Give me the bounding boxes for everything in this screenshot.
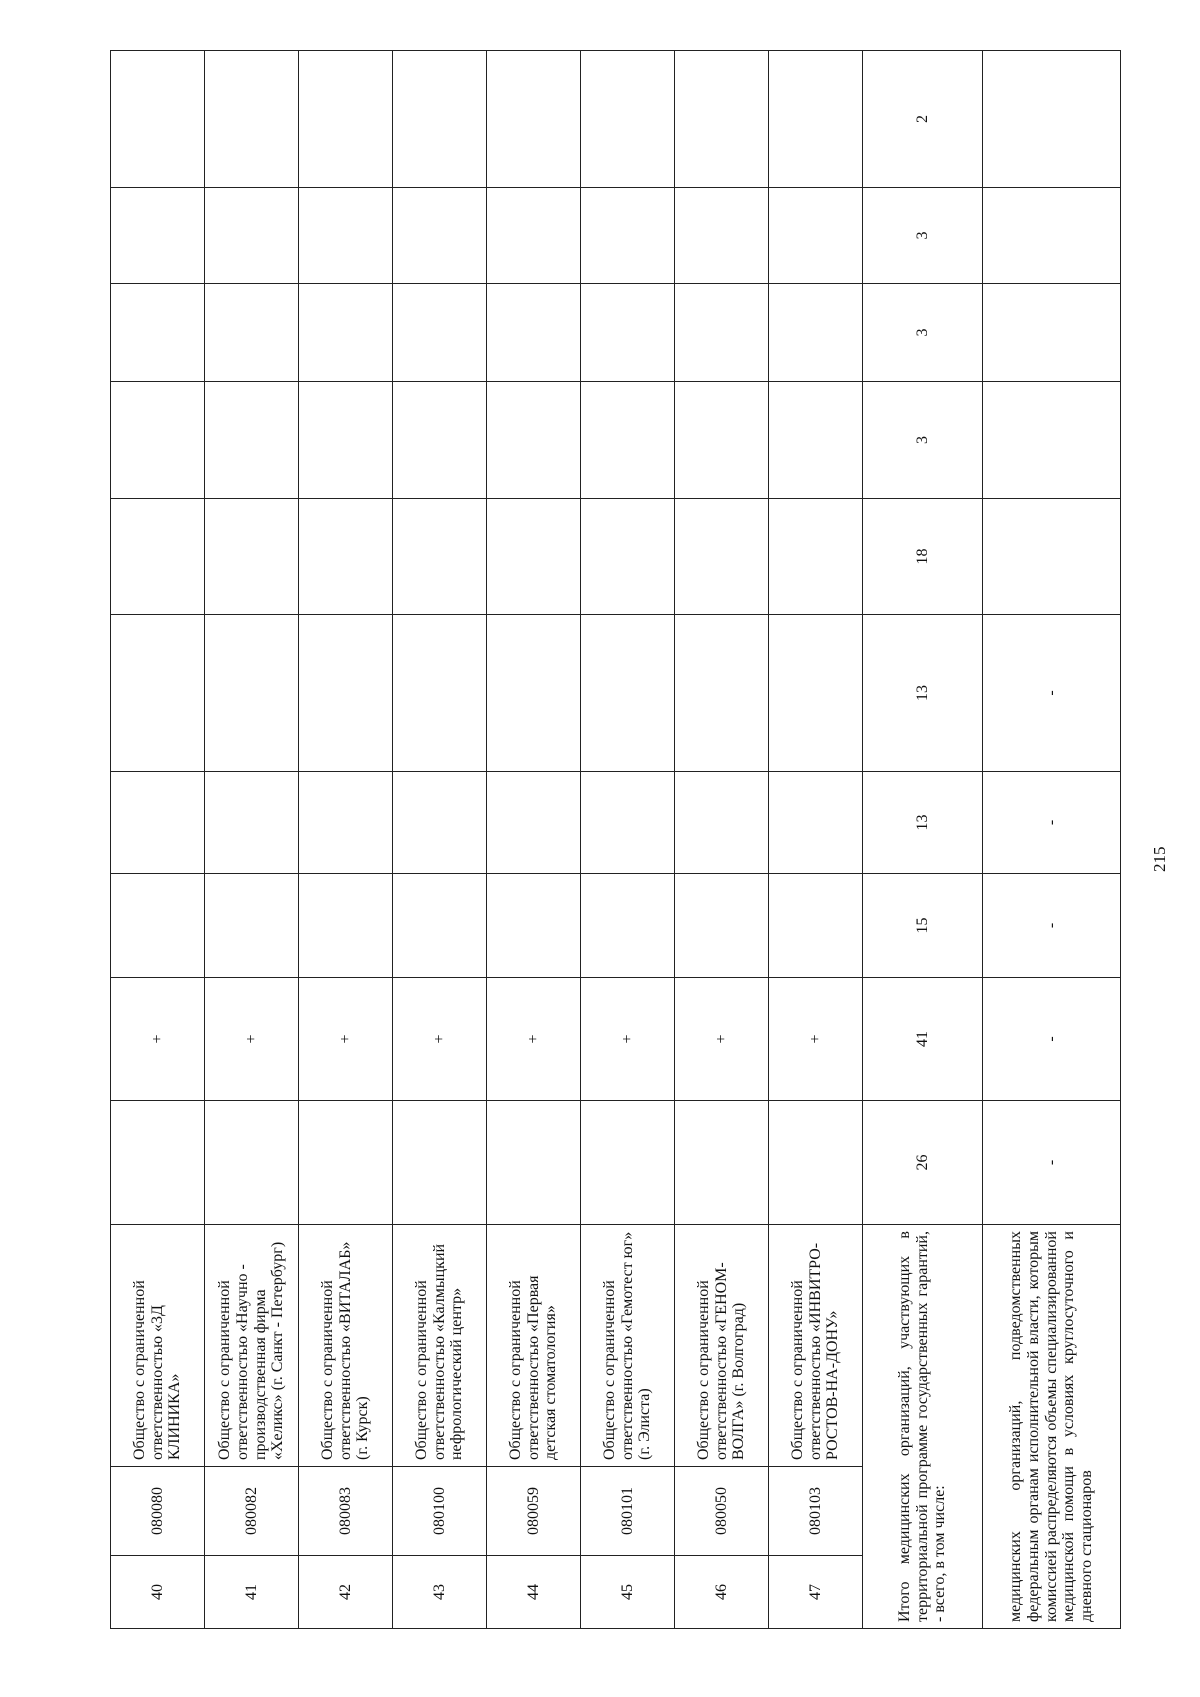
value-cell (487, 772, 581, 874)
value-cell (205, 284, 299, 382)
value-cell (487, 1101, 581, 1225)
row-number-cell: 47 (769, 1556, 863, 1629)
federal-value-cell: - (983, 1101, 1121, 1225)
value-cell (393, 51, 487, 188)
organization-name-cell: Общество с ограниченной ответственностью «Научно - производственная фирма «Хеликс» (г. Санкт - Петербург) (205, 1225, 299, 1467)
row-number-cell: 43 (393, 1556, 487, 1629)
value-cell (581, 382, 675, 499)
value-cell (393, 772, 487, 874)
value-cell (487, 615, 581, 772)
medical-organizations-table (110, 50, 1121, 1629)
federal-value-cell (983, 188, 1121, 284)
registry-code-cell: 080059 (487, 1467, 581, 1556)
value-cell (487, 874, 581, 978)
value-cell (299, 51, 393, 188)
value-cell (487, 284, 581, 382)
value-cell (675, 499, 769, 615)
value-cell (299, 1101, 393, 1225)
registry-code-cell: 080082 (205, 1467, 299, 1556)
value-cell (111, 615, 205, 772)
total-value-cell: 2 (863, 51, 983, 188)
value-cell (487, 51, 581, 188)
value-cell (769, 772, 863, 874)
value-cell (769, 382, 863, 499)
value-cell (299, 284, 393, 382)
value-cell: + (487, 978, 581, 1101)
value-cell (299, 499, 393, 615)
organization-name-cell: Общество с ограниченной ответственностью «ИНВИТРО-РОСТОВ-НА-ДОНУ» (769, 1225, 863, 1467)
federal-label-cell: медицинских организаций, подведомственных федеральным органам исполнительной власти, которым комиссией распределяются объемы специализированной медицинской помощи в условиях круглосуточного и дневного стационаров (983, 1225, 1121, 1629)
total-value-cell: 18 (863, 499, 983, 615)
row-number-cell: 44 (487, 1556, 581, 1629)
value-cell (299, 874, 393, 978)
value-cell (487, 188, 581, 284)
federal-value-cell: - (983, 874, 1121, 978)
organization-name-cell: Общество с ограниченной ответственностью «ГЕНОМ-ВОЛГА» (г. Волгоград) (675, 1225, 769, 1467)
registry-code-cell: 080101 (581, 1467, 675, 1556)
value-cell (393, 615, 487, 772)
value-cell (769, 284, 863, 382)
table-row (769, 51, 863, 1629)
federal-value-cell (983, 51, 1121, 188)
federal-value-cell (983, 284, 1121, 382)
value-cell (581, 499, 675, 615)
value-cell (205, 499, 299, 615)
value-cell (675, 615, 769, 772)
federal-row (983, 51, 1121, 1629)
federal-value-cell (983, 382, 1121, 499)
value-cell (205, 615, 299, 772)
value-cell: + (299, 978, 393, 1101)
organization-name-cell: Общество с ограниченной ответственностью «Первая детская стоматология» (487, 1225, 581, 1467)
value-cell: + (205, 978, 299, 1101)
table-row (581, 51, 675, 1629)
value-cell (487, 499, 581, 615)
value-cell (111, 874, 205, 978)
value-cell (769, 188, 863, 284)
value-cell (769, 51, 863, 188)
registry-code-cell: 080080 (111, 1467, 205, 1556)
value-cell (769, 615, 863, 772)
value-cell (299, 382, 393, 499)
value-cell: + (769, 978, 863, 1101)
value-cell (111, 188, 205, 284)
row-number-cell: 46 (675, 1556, 769, 1629)
registry-code-cell: 080100 (393, 1467, 487, 1556)
value-cell (675, 382, 769, 499)
value-cell: + (675, 978, 769, 1101)
table-row (299, 51, 393, 1629)
value-cell (393, 188, 487, 284)
value-cell: + (393, 978, 487, 1101)
value-cell (581, 1101, 675, 1225)
value-cell (769, 1101, 863, 1225)
row-number-cell: 41 (205, 1556, 299, 1629)
total-value-cell: 3 (863, 188, 983, 284)
value-cell (769, 499, 863, 615)
total-label-cell: Итого медицинских организаций, участвующих в территориальной программе государственных гарантий, - всего, в том числе: (863, 1225, 983, 1629)
value-cell: + (581, 978, 675, 1101)
value-cell (675, 51, 769, 188)
total-value-cell: 13 (863, 615, 983, 772)
row-number-cell: 40 (111, 1556, 205, 1629)
total-value-cell: 26 (863, 1101, 983, 1225)
federal-value-cell: - (983, 772, 1121, 874)
value-cell (299, 772, 393, 874)
value-cell: + (111, 978, 205, 1101)
value-cell (487, 382, 581, 499)
value-cell (393, 284, 487, 382)
value-cell (205, 51, 299, 188)
value-cell (111, 382, 205, 499)
value-cell (393, 382, 487, 499)
value-cell (111, 1101, 205, 1225)
value-cell (581, 615, 675, 772)
value-cell (675, 874, 769, 978)
value-cell (111, 499, 205, 615)
organization-name-cell: Общество с ограниченной ответственностью «ВИТАЛАБ» (г. Курск) (299, 1225, 393, 1467)
value-cell (393, 874, 487, 978)
page-number: 215 (1150, 846, 1169, 872)
total-value-cell: 41 (863, 978, 983, 1101)
row-number-cell: 42 (299, 1556, 393, 1629)
value-cell (581, 188, 675, 284)
value-cell (393, 499, 487, 615)
value-cell (111, 772, 205, 874)
value-cell (581, 284, 675, 382)
total-value-cell: 3 (863, 382, 983, 499)
value-cell (675, 772, 769, 874)
total-value-cell: 15 (863, 874, 983, 978)
value-cell (675, 188, 769, 284)
value-cell (205, 874, 299, 978)
registry-code-cell: 080103 (769, 1467, 863, 1556)
value-cell (205, 1101, 299, 1225)
value-cell (299, 615, 393, 772)
table-row (111, 51, 205, 1629)
organization-name-cell: Общество с ограниченной ответственностью «Гемотест юг» (г. Элиста) (581, 1225, 675, 1467)
total-row (863, 51, 983, 1629)
organization-name-cell: Общество с ограниченной ответственностью «Калмыцкий нефрологический центр» (393, 1225, 487, 1467)
value-cell (299, 188, 393, 284)
federal-value-cell (983, 499, 1121, 615)
table-row (675, 51, 769, 1629)
value-cell (675, 284, 769, 382)
row-number-cell: 45 (581, 1556, 675, 1629)
registry-code-cell: 080083 (299, 1467, 393, 1556)
value-cell (205, 772, 299, 874)
table-row (487, 51, 581, 1629)
value-cell (111, 284, 205, 382)
federal-value-cell: - (983, 615, 1121, 772)
value-cell (205, 382, 299, 499)
total-value-cell: 3 (863, 284, 983, 382)
value-cell (581, 51, 675, 188)
value-cell (581, 874, 675, 978)
value-cell (205, 188, 299, 284)
organization-name-cell: Общество с ограниченной ответственностью «3Д КЛИНИКА» (111, 1225, 205, 1467)
value-cell (769, 874, 863, 978)
registry-code-cell: 080050 (675, 1467, 769, 1556)
value-cell (393, 1101, 487, 1225)
value-cell (581, 772, 675, 874)
total-value-cell: 13 (863, 772, 983, 874)
table-row (205, 51, 299, 1629)
federal-value-cell: - (983, 978, 1121, 1101)
value-cell (675, 1101, 769, 1225)
value-cell (111, 51, 205, 188)
table-row (393, 51, 487, 1629)
